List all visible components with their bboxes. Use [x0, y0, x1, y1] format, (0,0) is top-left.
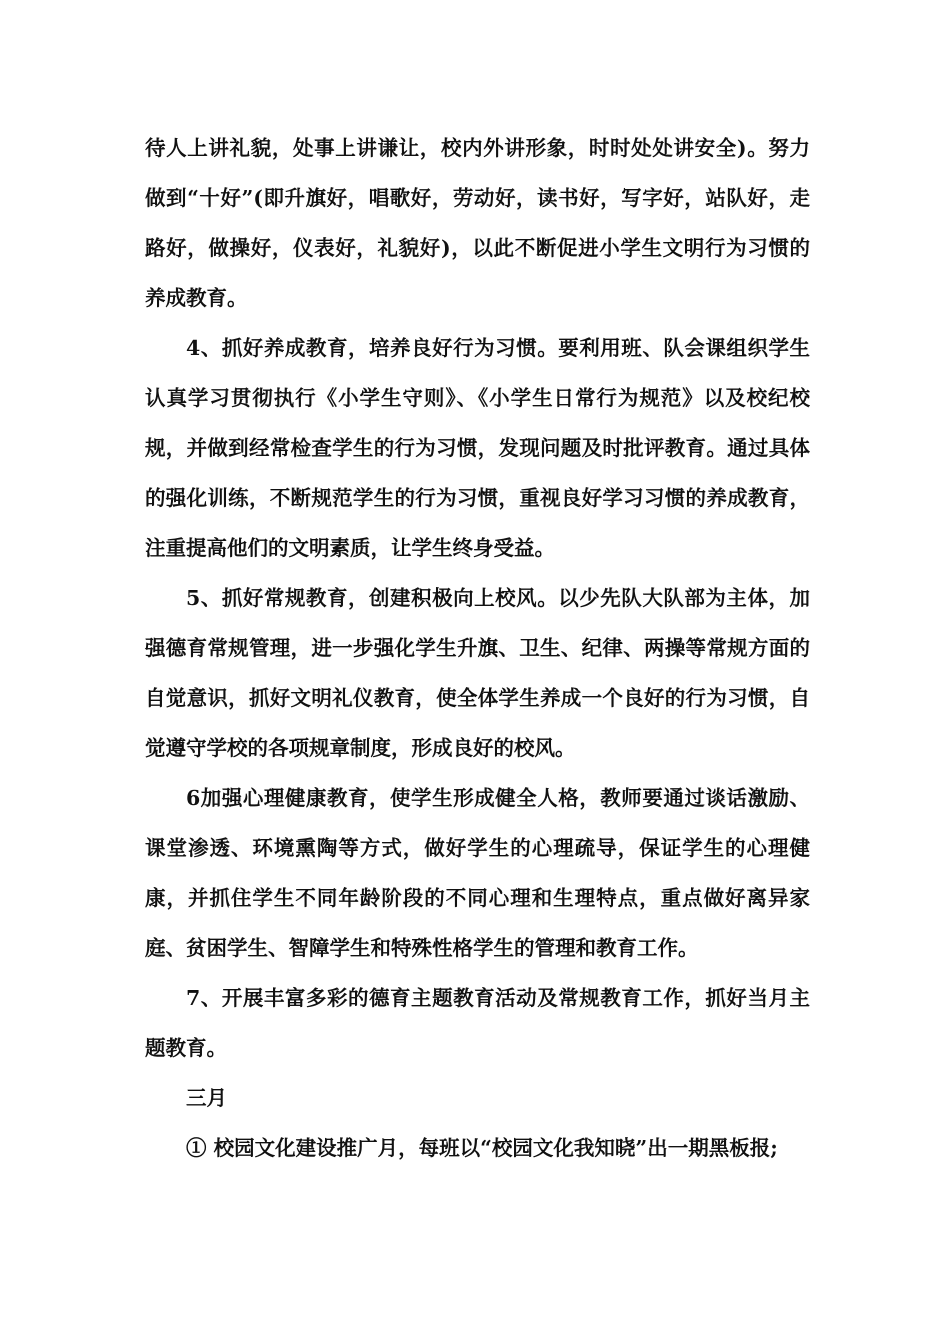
paragraph-item-6: 6加强心理健康教育，使学生形成健全人格，教师要通过谈话激励、课堂渗透、环境熏陶等方式，做好学生的心理疏导，保证学生的心理健康，并抓住学生不同年龄阶段的不同心理和生理特点，重点做好离异家庭、贫困学生、智障学生和特殊性格学生的管理和教育工作。	[145, 786, 810, 960]
paragraph-item-4: 4、抓好养成教育，培养良好行为习惯。要利用班、队会课组织学生认真学习贯彻执行《小学生守则》、《小学生日常行为规范》以及校纪校规，并做到经常检查学生的行为习惯，发现问题及时批评教育。通过具体的强化训练，不断规范学生的行为习惯，重视良好学习习惯的养成教育，注重提高他们的文明素质，让学生终身受益。	[145, 336, 810, 560]
document-body	[145, 123, 810, 1173]
paragraph-item-5: 5、抓好常规教育，创建积极向上校风。以少先队大队部为主体，加强德育常规管理，进一步强化学生升旗、卫生、纪律、两操等常规方面的自觉意识，抓好文明礼仪教育，使全体学生养成一个良好的行为习惯，自觉遵守学校的各项规章制度，形成良好的校风。	[145, 586, 810, 760]
paragraph-march-item-1: ① 校园文化建设推广月，每班以“校园文化我知晓”出一期黑板报;	[186, 1136, 778, 1160]
paragraph-item-7: 7、开展丰富多彩的德育主题教育活动及常规教育工作，抓好当月主题教育。	[145, 986, 810, 1060]
month-heading: 三月	[186, 1086, 227, 1110]
paragraph-continuation: 待人上讲礼貌，处事上讲谦让，校内外讲形象，时时处处讲安全)。努力做到“十好”(即升旗好，唱歌好，劳动好，读书好，写字好，站队好，走路好，做操好，仪表好，礼貌好)，以此不断促进小学生文明行为习惯的养成教育。	[145, 136, 810, 310]
